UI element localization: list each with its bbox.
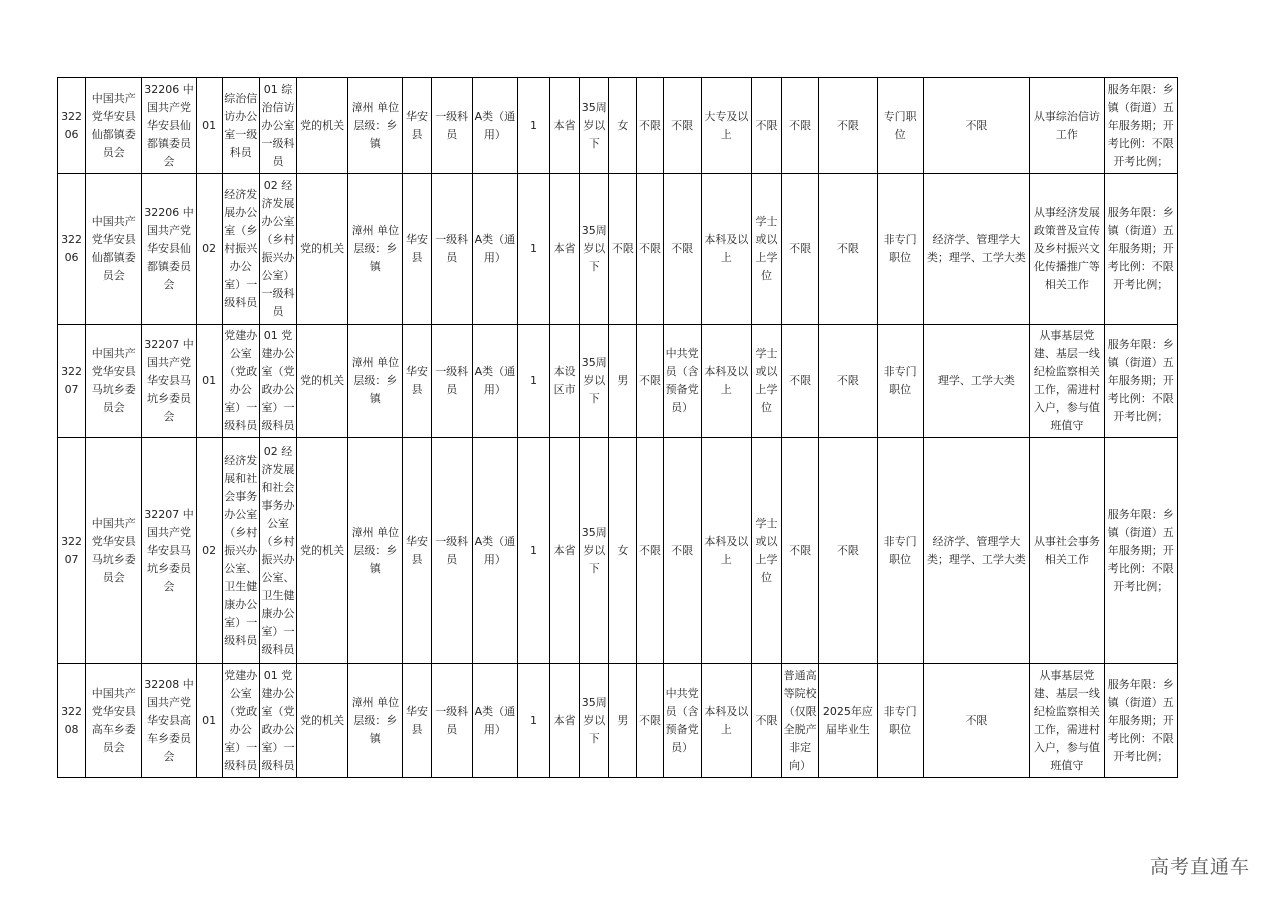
recruitment-table [57, 77, 1178, 778]
table-cell: 非专门职位 [877, 174, 923, 325]
table-cell: 从事综治信访工作 [1030, 78, 1104, 174]
table-cell: 02 经济发展和社会事务办公室（乡村振兴办公室、卫生健康办公室）一级科员 [259, 438, 296, 664]
table-cell: 本科及以上 [701, 174, 751, 325]
table-cell: 理学、工学大类 [923, 325, 1029, 438]
table-cell: 01 [196, 664, 222, 778]
table-cell: 大专及以上 [701, 78, 751, 174]
table-cell: 从事经济发展政策普及宣传及乡村振兴文化传播推广等相关工作 [1030, 174, 1104, 325]
table-cell: 一级科员 [431, 438, 472, 664]
table-cell: 32207 [58, 325, 86, 438]
table-cell: 漳州 单位层级：乡镇 [348, 664, 403, 778]
table-cell: 男 [609, 325, 637, 438]
table-cell: 本科及以上 [701, 664, 751, 778]
table-cell: 经济学、管理学大类；理学、工学大类 [923, 174, 1029, 325]
table-cell: 从事基层党建、基层一线纪检监察相关工作，需进村入户，参与值班值守 [1030, 325, 1104, 438]
table-cell: 经济发展办公室（乡村振兴办公室）一级科员 [222, 174, 259, 325]
table-cell: 不限 [637, 78, 663, 174]
table-cell: 不限 [637, 664, 663, 778]
table-cell: 35周岁以下 [580, 174, 609, 325]
table-row [58, 78, 1178, 174]
table-cell: 中国共产党华安县仙都镇委员会 [86, 174, 142, 325]
table-cell: 党建办公室（党政办公室）一级科员 [222, 325, 259, 438]
table-cell: 本省 [550, 174, 580, 325]
table-cell: 不限 [782, 78, 819, 174]
table-cell: 不限 [782, 325, 819, 438]
table-cell: 一级科员 [431, 78, 472, 174]
table-cell: 党的机关 [297, 78, 348, 174]
table-cell: 本科及以上 [701, 325, 751, 438]
table-cell: 华安县 [403, 174, 431, 325]
table-cell: 02 [196, 438, 222, 664]
table-cell: 不限 [782, 438, 819, 664]
table-cell: 不限 [663, 78, 701, 174]
table-cell: 女 [609, 78, 637, 174]
table-cell: 32206 [58, 174, 86, 325]
table-cell: 学士或以上学位 [751, 325, 781, 438]
table-cell: 1 [517, 664, 549, 778]
table-cell: 学士或以上学位 [751, 438, 781, 664]
table-cell: 35周岁以下 [580, 78, 609, 174]
table-cell: 漳州 单位层级：乡镇 [348, 174, 403, 325]
table-cell: 本省 [550, 438, 580, 664]
table-cell: 党的机关 [297, 174, 348, 325]
table-cell: 01 党建办公室（党政办公室）一级科员 [259, 325, 296, 438]
table-cell: 中国共产党华安县马坑乡委员会 [86, 438, 142, 664]
table-cell: 中国共产党华安县马坑乡委员会 [86, 325, 142, 438]
table-cell: 本省 [550, 664, 580, 778]
table-cell: 32207 中国共产党华安县马坑乡委员会 [142, 438, 196, 664]
table-cell: 32208 中国共产党华安县高车乡委员会 [142, 664, 196, 778]
table-cell: 经济学、管理学大类；理学、工学大类 [923, 438, 1029, 664]
table-cell: 不限 [923, 664, 1029, 778]
table-cell: 服务年限：乡镇（街道）五年服务期；开考比例：不限开考比例； [1104, 325, 1178, 438]
table-cell: 服务年限：乡镇（街道）五年服务期；开考比例：不限开考比例； [1104, 174, 1178, 325]
table-cell: 不限 [609, 174, 637, 325]
table-cell: 不限 [751, 664, 781, 778]
table-cell: 1 [517, 174, 549, 325]
table-cell: 32207 [58, 438, 86, 664]
table-row [58, 438, 1178, 664]
table-cell: 党的机关 [297, 664, 348, 778]
table-cell: 非专门职位 [877, 664, 923, 778]
table-cell: A类（通用） [472, 78, 517, 174]
table-cell: 02 经济发展办公室（乡村振兴办公室）一级科员 [259, 174, 296, 325]
table-cell: 32206 [58, 78, 86, 174]
table-cell: 华安县 [403, 325, 431, 438]
table-cell: 华安县 [403, 78, 431, 174]
table-cell: A类（通用） [472, 664, 517, 778]
table-cell: 不限 [663, 174, 701, 325]
table-cell: 32207 中国共产党华安县马坑乡委员会 [142, 325, 196, 438]
table-cell: 不限 [637, 438, 663, 664]
table-cell: 服务年限：乡镇（街道）五年服务期；开考比例：不限开考比例； [1104, 664, 1178, 778]
table-cell: 党的机关 [297, 438, 348, 664]
table-cell: 35周岁以下 [580, 438, 609, 664]
table-cell: 党的机关 [297, 325, 348, 438]
table-cell: 01 [196, 78, 222, 174]
table-cell: 中共党员（含预备党员） [663, 325, 701, 438]
table-cell: 漳州 单位层级：乡镇 [348, 438, 403, 664]
table-cell: 不限 [751, 78, 781, 174]
table-cell: 不限 [637, 174, 663, 325]
table-cell: 35周岁以下 [580, 664, 609, 778]
table-cell: 中国共产党华安县仙都镇委员会 [86, 78, 142, 174]
table-cell: 综治信访办公室一级科员 [222, 78, 259, 174]
table-cell: 学士或以上学位 [751, 174, 781, 325]
table-cell: 01 党建办公室（党政办公室）一级科员 [259, 664, 296, 778]
table-row [58, 174, 1178, 325]
table-cell: 不限 [819, 78, 877, 174]
table-cell: 不限 [923, 78, 1029, 174]
table-cell: 1 [517, 438, 549, 664]
table-cell: 服务年限：乡镇（街道）五年服务期；开考比例：不限开考比例； [1104, 78, 1178, 174]
watermark-text: 高考直通车 [1149, 856, 1250, 878]
table-cell: 32208 [58, 664, 86, 778]
table-cell: 中共党员（含预备党员） [663, 664, 701, 778]
table-cell: 非专门职位 [877, 438, 923, 664]
table-cell: 不限 [819, 325, 877, 438]
table-cell: 不限 [819, 174, 877, 325]
table-cell: 本科及以上 [701, 438, 751, 664]
table-cell: 华安县 [403, 664, 431, 778]
table-cell: 女 [609, 438, 637, 664]
table-cell: 普通高等院校（仅限全脱产非定向） [782, 664, 819, 778]
table-cell: 不限 [819, 438, 877, 664]
table-cell: 01 综治信访办公室一级科员 [259, 78, 296, 174]
table-cell: 1 [517, 78, 549, 174]
table-cell: 35周岁以下 [580, 325, 609, 438]
table-cell: 不限 [637, 325, 663, 438]
table-cell: 一级科员 [431, 664, 472, 778]
table-cell: 2025年应届毕业生 [819, 664, 877, 778]
table-cell: 01 [196, 325, 222, 438]
table-cell: 华安县 [403, 438, 431, 664]
table-cell: 漳州 单位层级：乡镇 [348, 78, 403, 174]
table-cell: 1 [517, 325, 549, 438]
table-cell: 男 [609, 664, 637, 778]
table-cell: 本省 [550, 78, 580, 174]
table-cell: 一级科员 [431, 174, 472, 325]
table-cell: A类（通用） [472, 174, 517, 325]
table-cell: 经济发展和社会事务办公室（乡村振兴办公室、卫生健康办公室）一级科员 [222, 438, 259, 664]
table-cell: 从事社会事务相关工作 [1030, 438, 1104, 664]
table-cell: 02 [196, 174, 222, 325]
table-row [58, 325, 1178, 438]
table-cell: 32206 中国共产党华安县仙都镇委员会 [142, 78, 196, 174]
table-cell: 从事基层党建、基层一线纪检监察相关工作，需进村入户，参与值班值守 [1030, 664, 1104, 778]
table-cell: 非专门职位 [877, 325, 923, 438]
table-cell: 32206 中国共产党华安县仙都镇委员会 [142, 174, 196, 325]
table-row [58, 664, 1178, 778]
table-cell: 不限 [663, 438, 701, 664]
table-cell: 中国共产党华安县高车乡委员会 [86, 664, 142, 778]
table-cell: 党建办公室（党政办公室）一级科员 [222, 664, 259, 778]
table-cell: 服务年限：乡镇（街道）五年服务期；开考比例：不限开考比例； [1104, 438, 1178, 664]
table-cell: A类（通用） [472, 325, 517, 438]
table-cell: 专门职位 [877, 78, 923, 174]
table-cell: 漳州 单位层级：乡镇 [348, 325, 403, 438]
table-cell: 一级科员 [431, 325, 472, 438]
table-cell: 不限 [782, 174, 819, 325]
table-cell: 本设区市 [550, 325, 580, 438]
table-cell: A类（通用） [472, 438, 517, 664]
